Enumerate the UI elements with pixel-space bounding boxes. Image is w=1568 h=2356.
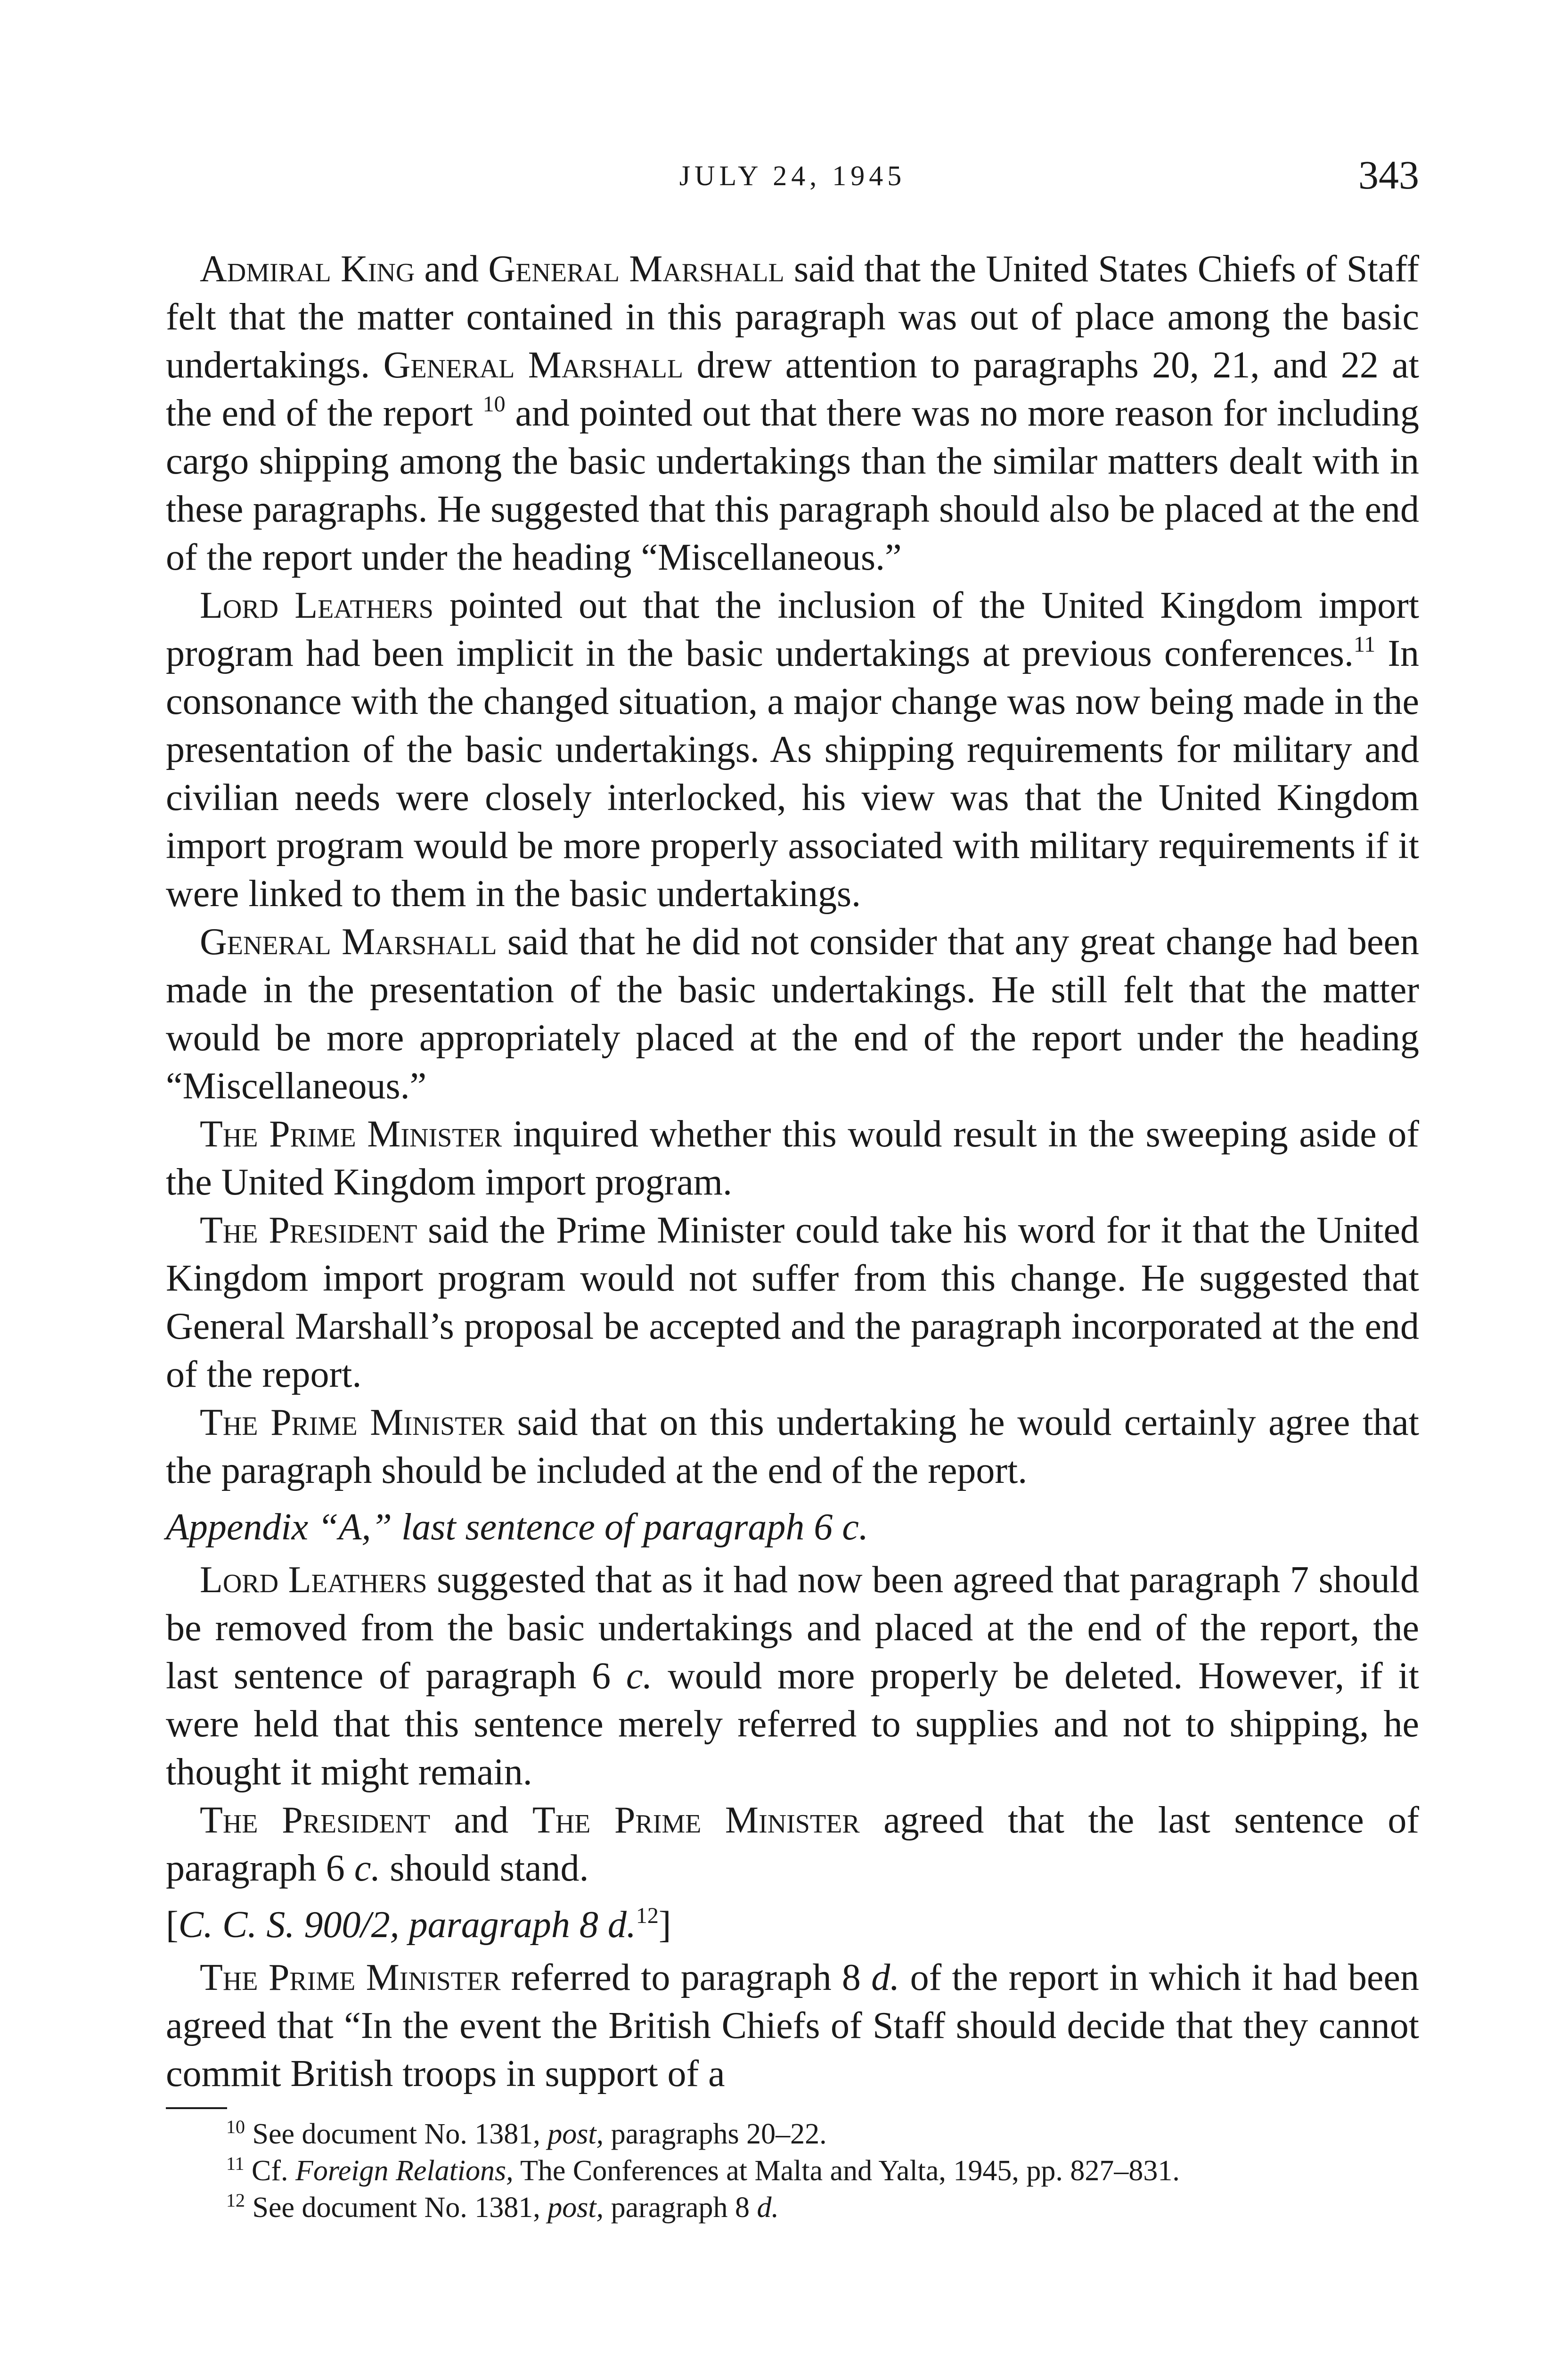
text-run: would more properly be deleted. However, if it were held that this sentence merely referred to supplies and not to shipping, he thought it might remain.: [166, 1655, 1419, 1793]
italic-run: c.: [626, 1655, 653, 1697]
footnote: [192, 2189, 1419, 2226]
speaker-name: Admiral King: [200, 248, 415, 290]
text-run: drew attention to paragraphs 20, 21, and 22 at the end of the report: [166, 344, 1419, 434]
footnote-number: 12: [226, 2190, 245, 2211]
speaker-name: The President: [200, 1210, 417, 1251]
paragraph: [166, 1206, 1419, 1399]
running-head: JULY 24, 1945: [679, 160, 906, 191]
footnote: [192, 2116, 1419, 2152]
speaker-name: The Prime Minister: [532, 1800, 860, 1841]
text-run: See document No. 1381,: [245, 2192, 548, 2224]
footnote-ref: 11: [1353, 632, 1376, 657]
text-run: said that on this undertaking he would certainly agree that the paragraph should be included at the end of the report.: [166, 1402, 1420, 1491]
text-run: said the Prime Minister could take his word for it that the United Kingdom import program would not suffer from this change. He suggested that General Marshall’s proposal be accepted and the paragraph incorporated at the end of the report.: [166, 1210, 1420, 1395]
text-run: See document No. 1381,: [245, 2118, 548, 2150]
speaker-name: Lord Leathers: [200, 1559, 427, 1601]
text-run: and pointed out that there was no more reason for including cargo shipping among the basic undertakings than the similar matters dealt with in these paragraphs. He suggested that this paragraph should also be placed at the end of the report under the heading “Miscellaneous.”: [166, 393, 1420, 578]
text-run: referred to paragraph 8: [500, 1957, 872, 1998]
italic-run: post,: [547, 2192, 604, 2224]
text-run: paragraph 8: [604, 2192, 757, 2224]
text-run: should stand.: [380, 1848, 589, 1889]
text-run: The Conferences at Malta and Yalta, 1945, pp. 827–831.: [513, 2155, 1180, 2187]
section-heading: Appendix “A,” last sentence of paragraph 6 c.: [166, 1506, 868, 1548]
paragraph: [166, 1110, 1419, 1206]
text-run: and: [415, 248, 489, 290]
footnote-number: 11: [226, 2153, 245, 2174]
text-run: pointed out that the inclusion of the United Kingdom import program had been implicit in the basic undertakings at previous conferences.: [166, 585, 1419, 674]
text-run: and: [430, 1800, 532, 1841]
page-number: 343: [1358, 152, 1419, 197]
speaker-name: General Marshall: [200, 921, 497, 963]
footnote: [192, 2152, 1419, 2189]
footnote-ref: 12: [636, 1903, 659, 1928]
speaker-name: The President: [200, 1800, 431, 1841]
text-run: of the report in which it had been agreed that “In the event the British Chiefs of Staff should decide that they cannot commit British troops in support of a: [166, 1957, 1419, 2094]
footnote-divider: [166, 2107, 227, 2109]
speaker-name: General Marshall: [383, 344, 684, 386]
section-heading: [166, 1901, 1419, 1949]
italic-run: c.: [354, 1848, 381, 1889]
paragraph: [166, 1954, 1419, 2098]
paragraph: [166, 1556, 1419, 1796]
heading-text: C. C. S. 900/2, paragraph 8 d.: [178, 1904, 636, 1946]
text-run: said that he did not consider that any great change had been made in the presentation of the basic undertakings. He still felt that the matter would be more appropriately placed at the end of the report under the heading “Miscellaneous.”: [166, 921, 1420, 1107]
bracket: ]: [658, 1904, 671, 1946]
footnote-number: 10: [226, 2116, 245, 2137]
text-run: paragraphs 20–22.: [604, 2118, 827, 2150]
paragraph: [166, 581, 1419, 918]
text-run: In consonance with the changed situation, a major change was now being made in the presentation of the basic undertakings. As shipping requirements for military and civilian needs were closely interlocked, his view was that the United Kingdom import program would be more properly associated with military requirements if it were linked to them in the basic undertakings.: [166, 633, 1420, 915]
paragraph: [166, 245, 1419, 581]
bracket: [: [166, 1904, 179, 1946]
italic-run: Foreign Relations,: [295, 2155, 514, 2187]
body-text: [166, 245, 1419, 2226]
page-header: [166, 153, 1419, 200]
footnotes: [166, 2116, 1419, 2226]
footnote-ref: 10: [482, 392, 506, 417]
speaker-name: The Prime Minister: [200, 1957, 501, 1998]
speaker-name: The Prime Minister: [200, 1113, 502, 1155]
speaker-name: General Marshall: [488, 248, 784, 290]
italic-run: d.: [871, 1957, 900, 1998]
text-run: inquired whether this would result in the sweeping aside of the United Kingdom import program.: [166, 1113, 1419, 1203]
text-run: Cf.: [244, 2155, 296, 2187]
text-run: said that the United States Chiefs of Staff felt that the matter contained in this paragraph was out of place among the basic undertakings.: [166, 248, 1419, 386]
speaker-name: The Prime Minister: [200, 1402, 505, 1443]
speaker-name: Lord Leathers: [200, 585, 433, 626]
italic-run: post,: [547, 2118, 604, 2150]
text-run: suggested that as it had now been agreed that paragraph 7 should be removed from the basic undertakings and placed at the end of the report, the last sentence of paragraph 6: [166, 1559, 1419, 1697]
paragraph: [166, 918, 1419, 1110]
text-run: agreed that the last sentence of paragraph 6: [166, 1800, 1420, 1889]
paragraph: [166, 1796, 1419, 1892]
paragraph: [166, 1399, 1419, 1495]
italic-run: d.: [757, 2192, 779, 2224]
